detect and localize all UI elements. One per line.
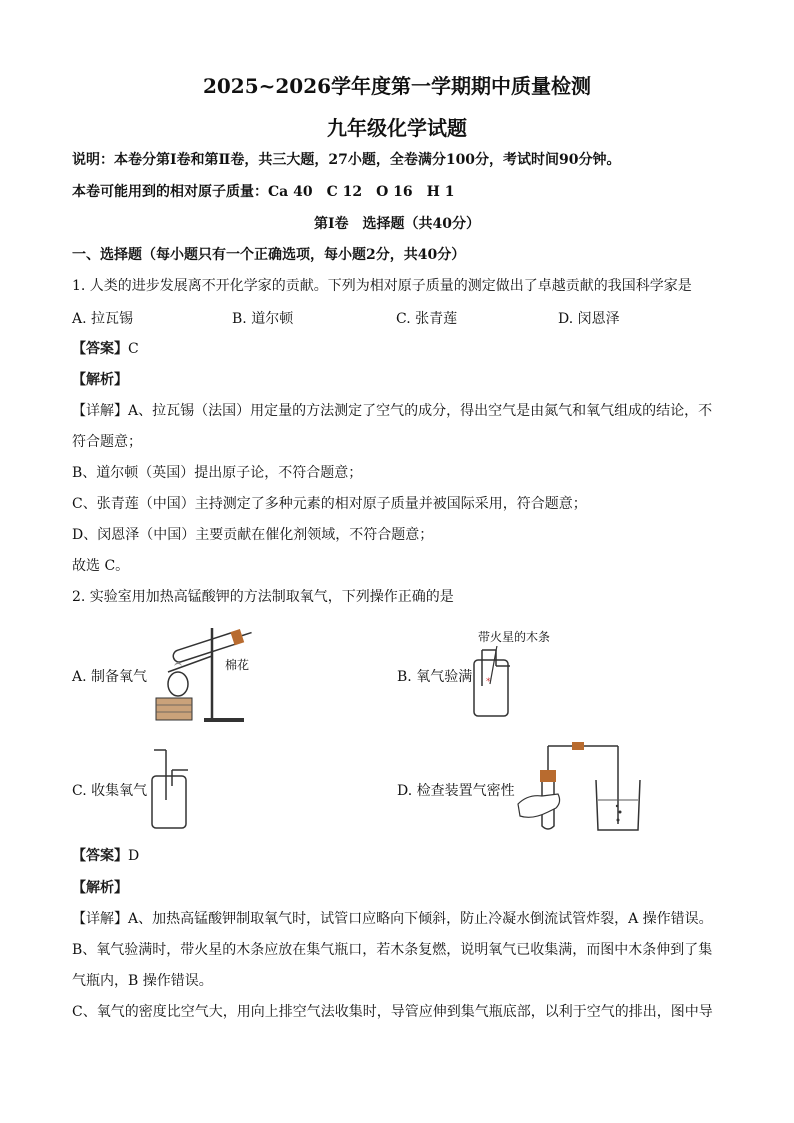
svg-text:*: *	[486, 677, 491, 687]
q1-stem: 1. 人类的进步发展离不开化学家的贡献。下列为相对原子质量的测定做出了卓越贡献的我国科学家是	[72, 278, 692, 294]
q2-stem: 2. 实验室用加热高锰酸钾的方法制取氧气，下列操作正确的是	[72, 589, 454, 605]
exam-subtitle: 九年级化学试题	[327, 116, 467, 140]
splint-label: 带火星的木条	[478, 630, 551, 644]
answer-value: C	[128, 341, 139, 357]
gas-bottle-b-figure	[470, 646, 530, 718]
q1-detail-1b: 符合题意；	[72, 434, 142, 450]
q2-analysis-tag	[72, 878, 734, 898]
q1-detail-4: D、闵恩泽（中国）主要贡献在催化剂领域，不符合题意；	[72, 527, 434, 543]
q2-detail-3: C、氧气的密度比空气大，用向上排空气法收集时，导管应伸到集气瓶底部，以利于空气的排出，图中导	[72, 1004, 713, 1020]
airtightness-figure	[514, 740, 644, 834]
q1-analysis-tag	[72, 370, 734, 390]
q1-option-d: D. 闵恩泽	[558, 311, 620, 327]
q1-detail-1a: 【详解】A、拉瓦锡（法国）用定量的方法测定了空气的成分，得出空气是由氮气和氧气组成的结论，不	[72, 403, 713, 419]
q2-answer	[72, 846, 734, 866]
q2-option-b-label: B. 氧气验满	[397, 669, 473, 685]
q1-option-b: B. 道尔顿	[232, 311, 294, 327]
q2-option-a-label: A. 制备氧气	[72, 669, 148, 685]
gas-bottle-c-figure	[148, 746, 192, 832]
q1-detail-3: C、张青莲（中国）主持测定了多种元素的相对原子质量并被国际采用，符合题意；	[72, 496, 587, 512]
analysis-tag: 【解析】	[72, 880, 128, 896]
section-heading: 第Ⅰ卷 选择题（共40分）	[313, 216, 481, 232]
exam-title: 2025~2026学年度第一学期期中质量检测	[202, 74, 592, 98]
analysis-tag: 【解析】	[72, 372, 128, 388]
q1-option-c: C. 张青莲	[396, 311, 458, 327]
q2-detail-2a: B、氧气验满时，带火星的木条应放在集气瓶口，若木条复燃，说明氧气已收集满，而图中木条伸到了集	[72, 942, 713, 958]
answer-tag: 【答案】	[72, 848, 128, 864]
q1-detail-2: B、道尔顿（英国）提出原子论，不符合题意；	[72, 465, 363, 481]
answer-tag: 【答案】	[72, 341, 128, 357]
cotton-label: 棉花	[225, 658, 250, 672]
q2-detail-1: 【详解】A、加热高锰酸钾制取氧气时，试管口应略向下倾斜，防止冷凝水倒流试管炸裂，A 操作错误。	[72, 911, 713, 927]
answer-value: D	[128, 848, 140, 864]
q2-option-c-label: C. 收集氧气	[72, 783, 148, 799]
q2-option-d-label: D. 检查装置气密性	[397, 783, 515, 799]
atomic-mass-line: 本卷可能用到的相对原子质量：Ca 40 C 12 O 16 H 1	[72, 184, 455, 200]
q1-option-a: A. 拉瓦锡	[72, 311, 134, 327]
q1-conclusion: 故选 C。	[72, 558, 130, 574]
q1-answer	[72, 339, 734, 359]
exam-note: 说明：本卷分第Ⅰ卷和第Ⅱ卷，共三大题，27小题，全卷满分100分，考试时间90分钟。	[72, 152, 621, 168]
q2-detail-2b: 气瓶内，B 操作错误。	[72, 973, 213, 989]
section-instruction: 一、选择题（每小题只有一个正确选项，每小题2分，共40分）	[72, 247, 466, 263]
